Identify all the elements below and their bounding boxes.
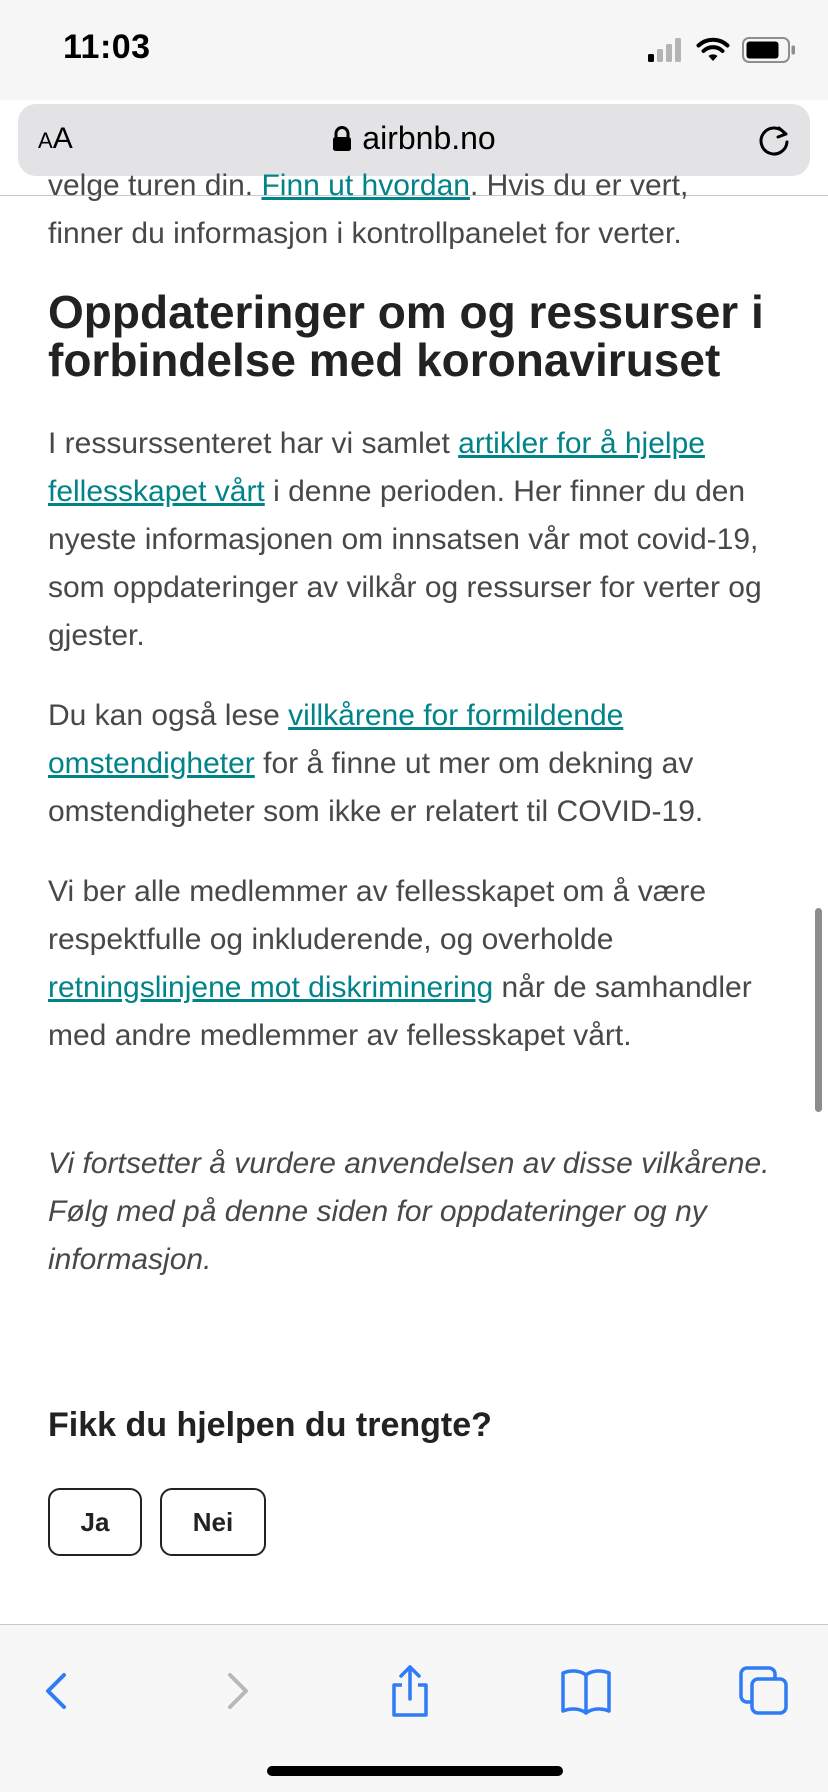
aa-small-letter: A [38,128,53,153]
bookmarks-icon[interactable] [556,1661,616,1721]
p3-text-after: når de samhandler med andre medlemmer av fellesskapet vårt. [48,971,752,1052]
battery-icon [742,37,796,63]
section-heading: Oppdateringer om og ressurser i forbindelse med koronaviruset [48,286,764,386]
feedback-no-button[interactable]: Nei [160,1488,266,1556]
article-content [0,169,828,1624]
browser-toolbar [0,1624,828,1792]
clipped-link[interactable]: Finn ut hvordan [261,169,470,202]
p2-text: Du kan også lese [48,699,289,732]
status-icons [648,36,796,64]
paragraph-resources [48,420,788,660]
p1-text: I ressurssenteret har vi samlet [48,427,459,460]
clipped-line-1: velge turen din. Finn ut hvordan. Hvis du er vert, [48,169,689,202]
wifi-icon [696,37,730,63]
tabs-icon[interactable] [734,1661,794,1721]
feedback-yes-button[interactable]: Ja [48,1488,142,1556]
url-text: airbnb.no [362,120,496,156]
status-time: 11:03 [63,28,151,66]
p1-text-after: i denne perioden. Her finner du den nyeste informasjonen om innsatsen vår mot covid-19, som oppdateringer av vilkår og ressurser for verter og gjester. [48,475,762,652]
paragraph-extenuating [48,692,788,836]
extenuating-circumstances-link[interactable]: villkårene for formildende omstendigheter [48,699,624,780]
home-indicator [267,1766,563,1776]
url-display[interactable] [18,120,810,157]
paragraph-nondiscrimination [48,868,788,1060]
share-icon[interactable] [380,1661,440,1721]
status-bar [0,0,828,100]
cellular-signal-icon [648,38,684,62]
back-icon[interactable] [28,1661,88,1721]
articles-link[interactable]: artikler for å hjelpe fellesskapet vårt [48,427,705,508]
lock-icon [332,126,352,152]
scrollbar[interactable] [815,908,822,1112]
paragraph-updates-note: Vi fortsetter å vurdere anvendelsen av disse vilkårene. Følg med på denne siden for oppdateringer og ny informasjon. [48,1147,770,1276]
nondiscrimination-link[interactable]: retningslinjene mot diskriminering [48,971,494,1004]
feedback-question: Fikk du hjelpen du trengte? [48,1406,492,1444]
forward-icon[interactable] [206,1661,266,1721]
aa-large-letter: A [52,122,73,155]
p3-text: Vi ber alle medlemmer av fellesskapet om å være respektfulle og inkluderende, og overholde [48,875,707,956]
p2-text-after: for å finne ut mer om dekning av omstendigheter som ikke er relatert til COVID-19. [48,747,704,828]
reload-icon[interactable] [754,120,794,160]
clipped-paragraph [48,162,788,258]
clipped-line-2: finner du informasjon i kontrollpanelet for verter. [48,217,682,250]
